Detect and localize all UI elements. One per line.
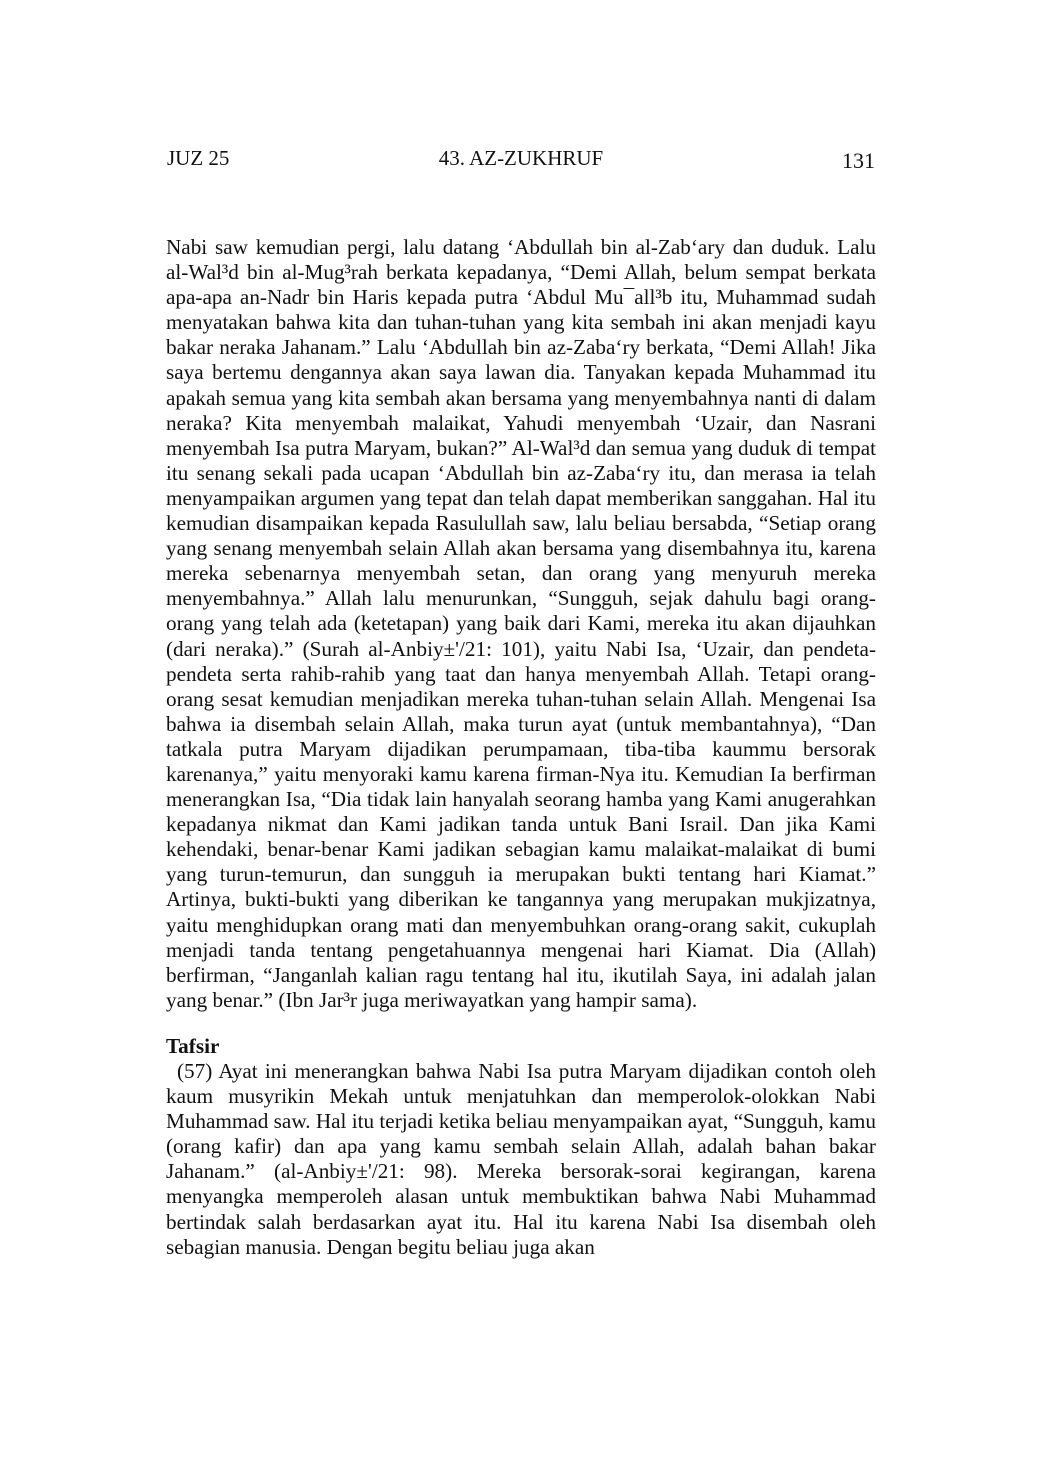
tafsir-paragraph: (57) Ayat ini menerangkan bahwa Nabi Isa putra Maryam dijadikan contoh oleh kaum musyrikin Mekah untuk menjatuhkan dan memperolok-olokkan Nabi Muhammad saw. Hal itu terjadi ketika beliau menyampaikan ayat, “Sungguh, kamu (orang kafir) dan apa yang kamu sembah selain Allah, adalah bahan bakar Jahanam.” (al-Anbiy±'/21: 98). Mereka bersorak-sorai kegirangan, karena menyangka memperoleh alasan untuk membuktikan bahwa Nabi Muhammad bertindak salah berdasarkan ayat itu. Hal itu karena Nabi Isa disembah oleh sebagian manusia. Dengan begitu beliau juga akan [166,1059,876,1259]
page-body [166,235,876,1260]
section-heading-tafsir: Tafsir [166,1033,220,1058]
running-header [167,146,875,176]
page-number: 131 [842,148,875,173]
surah-title: 43. AZ-ZUKHRUF [438,146,604,170]
juz-label: JUZ 25 [167,146,230,170]
narration-paragraph: Nabi saw kemudian pergi, lalu datang ‘Abdullah bin al-Zab‘ary dan duduk. Lalu al-Wal³d bin al-Mug³rah berkata kepadanya, “Demi Allah, belum sempat berkata apa-apa an-Nadr bin Haris kepada putra ‘Abdul Mu¯all³b itu, Muhammad sudah menyatakan bahwa kita dan tuhan-tuhan yang kita sembah ini akan menjadi kayu bakar neraka Jahanam.” Lalu ‘Abdullah bin az-Zaba‘ry berkata, “Demi Allah! Jika saya bertemu dengannya akan saya lawan dia. Tanyakan kepada Muhammad itu apakah semua yang kita sembah akan bersama yang menyembahnya nanti di dalam neraka? Kita menyembah malaikat, Yahudi menyembah ‘Uzair, dan Nasrani menyembah Isa putra Maryam, bukan?” Al-Wal³d dan semua yang duduk di tempat itu senang sekali pada ucapan ‘Abdullah bin az-Zaba‘ry itu, dan merasa ia telah menyampaikan argumen yang tepat dan telah dapat memberikan sanggahan. Hal itu kemudian disampaikan kepada Rasulullah saw, lalu beliau bersabda, “Setiap orang yang senang menyembah selain Allah akan bersama yang disembahnya itu, karena mereka sebenarnya menyembah setan, dan orang yang menyuruh mereka menyembahnya.” Allah lalu menurunkan, “Sungguh, sejak dahulu bagi orang-orang yang telah ada (ketetapan) yang baik dari Kami, mereka itu akan dijauhkan (dari neraka).” (Surah al-Anbiy±'/21: 101), yaitu Nabi Isa, ‘Uzair, dan pendeta-pendeta serta rahib-rahib yang taat dan hanya menyembah Allah. Tetapi orang-orang sesat kemudian menjadikan mereka tuhan-tuhan selain Allah. Mengenai Isa bahwa ia disembah selain Allah, maka turun ayat (untuk membantahnya), “Dan tatkala putra Maryam dijadikan perumpamaan, tiba-tiba kaummu bersorak karenanya,” yaitu menyoraki kamu karena firman-Nya itu. Kemudian Ia berfirman menerangkan Isa, “Dia tidak lain hanyalah seorang hamba yang Kami anugerahkan kepadanya nikmat dan Kami jadikan tanda untuk Bani Israil. Dan jika Kami kehendaki, benar-benar Kami jadikan sebagian kamu malaikat-malaikat di bumi yang turun-temurun, dan sungguh ia merupakan bukti tentang hari Kiamat.” Artinya, bukti-bukti yang diberikan ke tangannya yang merupakan mukjizatnya, yaitu menghidupkan orang mati dan menyembuhkan orang-orang sakit, cukuplah menjadi tanda tentang pengetahuannya mengenai hari Kiamat. Dia (Allah) berfirman, “Janganlah kalian ragu tentang hal itu, ikutilah Saya, ini adalah jalan yang benar.” (Ibn Jar³r juga meriwayatkan yang hampir sama). [166,235,876,1012]
